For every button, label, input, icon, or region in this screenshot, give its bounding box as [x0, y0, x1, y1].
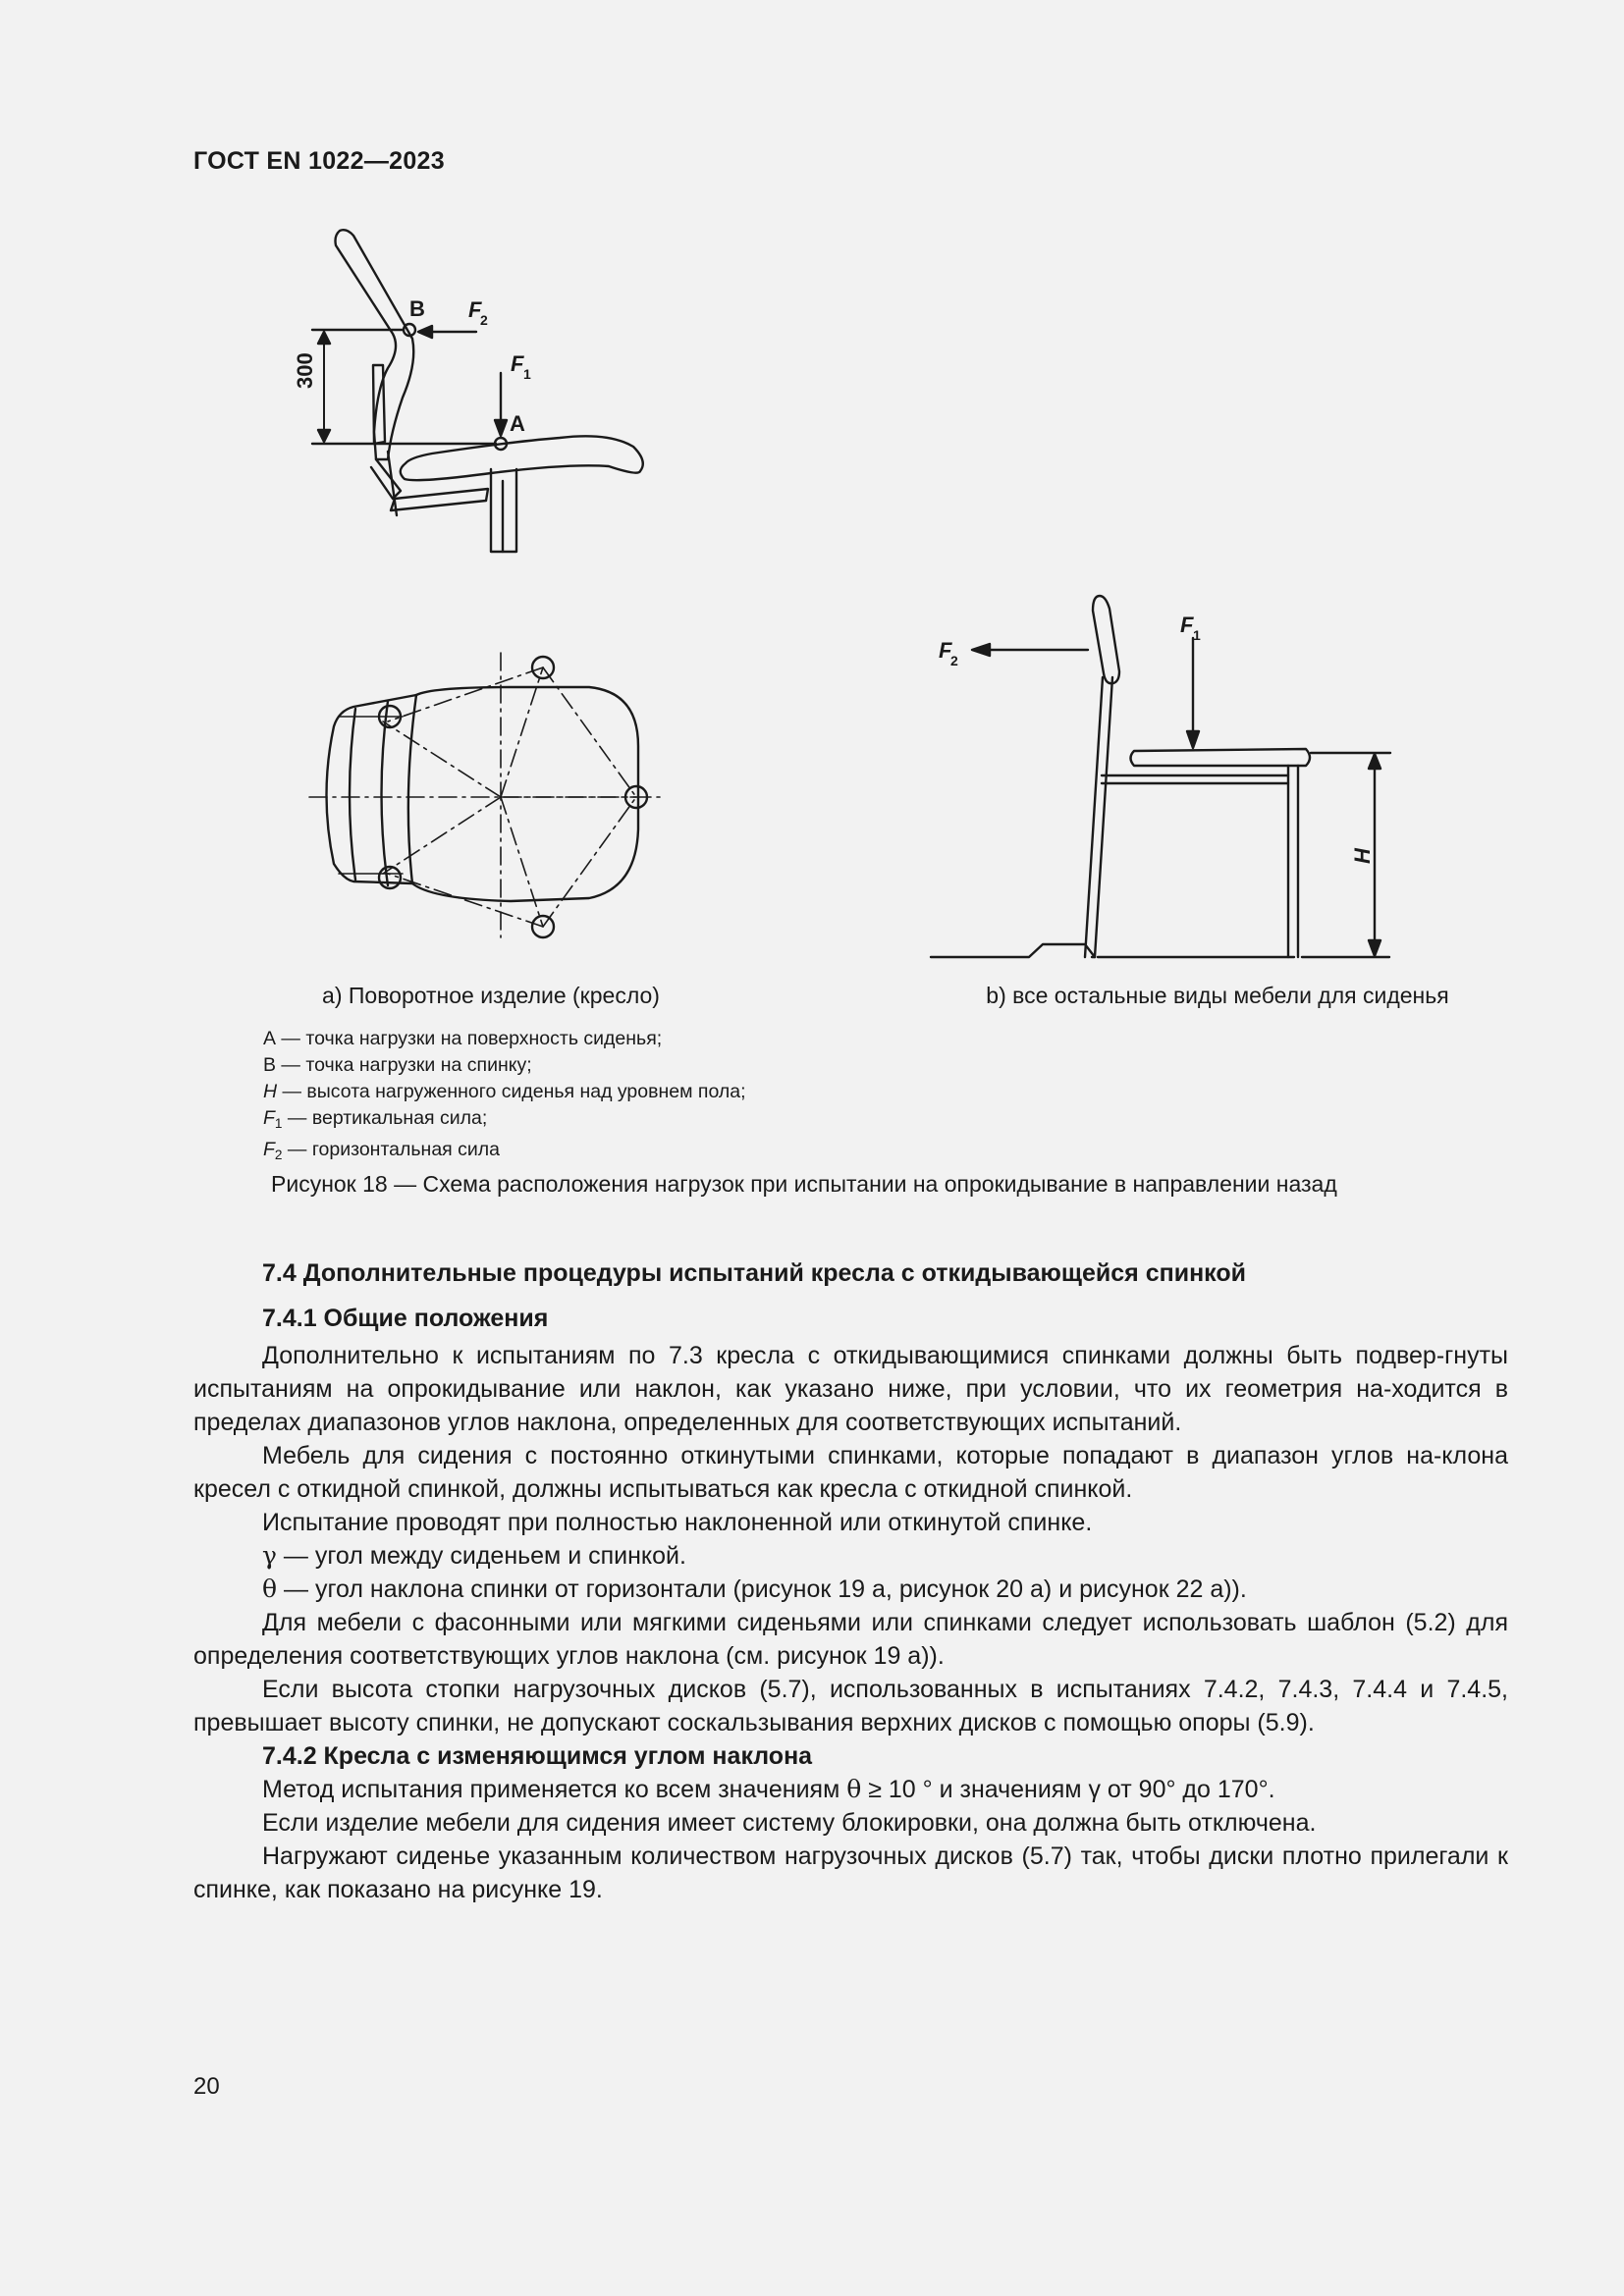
section-heading-7-4: 7.4 Дополнительные процедуры испытаний кресла с откидывающейся спинкой: [262, 1259, 1246, 1287]
section-heading-7-4-2: 7.4.2 Кресла с изменяющимся углом наклона: [262, 1742, 813, 1770]
document-header: ГОСТ EN 1022—2023: [193, 147, 445, 175]
paragraph: Нагружают сиденье указанным количеством нагрузочных дисков (5.7) так, чтобы диски плотно прилегали к спинке, как показано на рисунке 19.: [193, 1842, 1508, 1903]
h-dimension-label: H: [1350, 848, 1375, 864]
stool-side-view: [931, 596, 1390, 957]
gamma-definition: γ — угол между сиденьем и спинкой.: [262, 1541, 686, 1570]
f1-sub-a: 1: [523, 366, 531, 382]
legend-item: H — высота нагруженного сиденья над уровнем пола;: [263, 1081, 746, 1102]
method-line: Метод испытания применяется ко всем значениям θ ≥ 10 ° и значениям γ от 90° до 170°.: [262, 1775, 1275, 1803]
paragraph: Испытание проводят при полностью наклоненной или откинутой спинке.: [262, 1509, 1093, 1536]
f2-sub-b: 2: [950, 653, 958, 668]
paragraph: Если высота стопки нагрузочных дисков (5.7), использованных в испытаниях 7.4.2, 7.4.3, 7.4.4 и 7.4.5, превышает высоту спинки, не допускают соскальзывания верхних дисков с помощью опоры (5.9).: [193, 1676, 1508, 1736]
point-b-label: B: [409, 296, 425, 321]
dimension-300-label: 300: [293, 352, 317, 389]
legend-item: $F_2$ — горизонтальная сила: [263, 1139, 501, 1162]
f1-sub-b: 1: [1193, 627, 1201, 643]
figure-caption: Рисунок 18 — Схема расположения нагрузок при испытании на опрокидывание в направлении назад: [271, 1171, 1337, 1197]
page-number: 20: [193, 2073, 220, 2100]
figure-18-drawing: [0, 0, 1624, 982]
f1-label-a: F: [511, 351, 524, 376]
chair-side-view: [312, 230, 643, 552]
paragraph: Мебель для сидения с постоянно откинутыми спинками, которые попадают в диапазон углов на-клона кресел с откидной спинкой, должны испытываться как кресла с откидной спинкой.: [193, 1442, 1508, 1503]
figure-legend: [263, 1026, 746, 1168]
legend-item: А — точка нагрузки на поверхность сиденья;: [263, 1028, 663, 1049]
caption-a: a) Поворотное изделие (кресло): [322, 983, 660, 1008]
paragraph: Если изделие мебели для сидения имеет систему блокировки, она должна быть отключена.: [262, 1809, 1317, 1837]
f2-label-a: F: [468, 297, 482, 322]
f2-sub-a: 2: [480, 312, 488, 328]
chair-top-view: [309, 653, 660, 937]
caption-b: b) все остальные виды мебели для сиденья: [986, 983, 1449, 1008]
theta-definition: θ — угол наклона спинки от горизонтали (рисунок 19 а, рисунок 20 а) и рисунок 22 а)).: [262, 1575, 1247, 1603]
f2-label-b: F: [939, 638, 952, 663]
section-heading-7-4-1: 7.4.1 Общие положения: [262, 1305, 549, 1332]
legend-item: В — точка нагрузки на спинку;: [263, 1054, 532, 1076]
point-a-label: A: [510, 411, 525, 436]
body-text: [193, 1339, 1508, 1906]
legend-item: $F_1$ — вертикальная сила;: [263, 1107, 488, 1131]
f1-label-b: F: [1180, 613, 1194, 637]
paragraph: Дополнительно к испытаниям по 7.3 кресла с откидывающимися спинками должны быть подвер-гнуты испытаниям на опрокидывание или наклон, как указано ниже, при условии, что их геометрия на-ходится в пределах диапазонов углов наклона, определенных для соответствующих испытаний.: [193, 1342, 1508, 1436]
paragraph: Для мебели с фасонными или мягкими сиденьями или спинками следует использовать шаблон (5.2) для определения соответствующих углов наклона (см. рисунок 19 а)).: [193, 1609, 1508, 1670]
